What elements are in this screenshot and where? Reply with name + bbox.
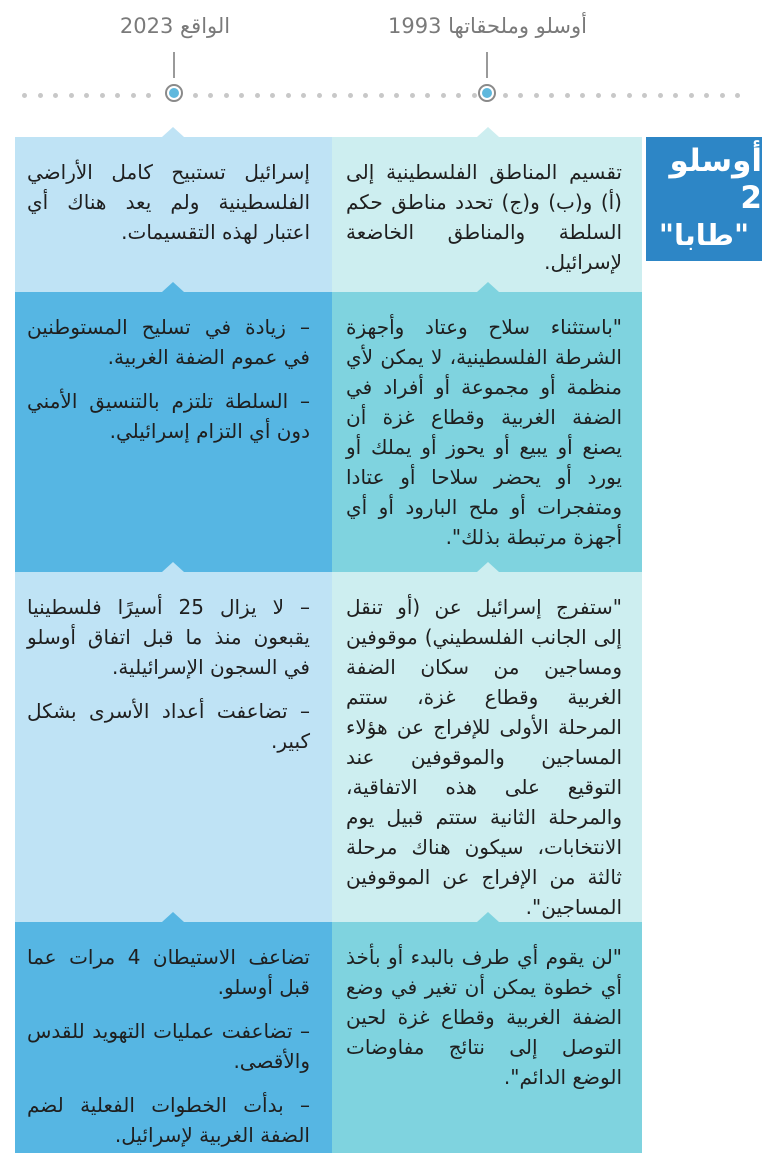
timeline-dot: [565, 93, 570, 98]
table-row: [15, 922, 642, 1153]
timeline-node-oslo: [478, 84, 496, 102]
timeline-dot: [394, 93, 399, 98]
cell-paragraph: – لا يزال 25 أسيرًا فلسطينيا يقبعون منذ ما قبل اتفاق أوسلو في السجون الإسرائيلية.: [27, 595, 310, 679]
timeline-dot: [611, 93, 616, 98]
cell-paragraph: "باستثناء سلاح وعتاد وأجهزة الشرطة الفلسطينية، لا يمكن لأي منظمة أو مجموعة أو أفراد في الضفة الغربية وقطاع غزة أن يصنع أو يبيع أو يحوز أو يملك أو يورد أو يحضر سلاحا أو عتادا ومتفجرات أو ملح البارود أو أي أجهزة مرتبطة بذلك".: [346, 315, 622, 549]
timeline-dot: [131, 93, 136, 98]
timeline-dot: [689, 93, 694, 98]
table-row: [15, 137, 642, 292]
column-title-reality: الواقع 2023: [119, 14, 231, 38]
cell-paragraph: تضاعف الاستيطان 4 مرات عما قبل أوسلو.: [27, 945, 310, 999]
oslo-cell: [332, 137, 642, 292]
timeline-dot: [193, 93, 198, 98]
cell-notch: [162, 127, 184, 137]
timeline-dot: [627, 93, 632, 98]
timeline-dot: [255, 93, 260, 98]
cell-paragraph: تقسيم المناطق الفلسطينية إلى (أ) و(ب) و(ج) تحدد مناطق حكم السلطة والمناطق الخاضعة لإسرائيل.: [346, 160, 622, 274]
timeline-dot: [363, 93, 368, 98]
timeline-dot: [720, 93, 725, 98]
timeline-dot: [735, 93, 740, 98]
cell-notch: [162, 282, 184, 292]
timeline-dot: [456, 93, 461, 98]
timeline-dot: [301, 93, 306, 98]
timeline-dot: [642, 93, 647, 98]
timeline-dot: [673, 93, 678, 98]
timeline-dot: [379, 93, 384, 98]
timeline-tick: [173, 52, 175, 78]
timeline-dot: [115, 93, 120, 98]
timeline-dot: [658, 93, 663, 98]
cell-paragraph: – السلطة تلتزم بالتنسيق الأمني دون أي التزام إسرائيلي.: [27, 389, 310, 443]
timeline-dot: [239, 93, 244, 98]
timeline-dot: [286, 93, 291, 98]
timeline-dot: [146, 93, 151, 98]
reality-cell: [15, 572, 332, 922]
reality-cell: [15, 137, 332, 292]
timeline-tick: [486, 52, 488, 78]
timeline-dot: [22, 93, 27, 98]
timeline-dot: [38, 93, 43, 98]
cell-paragraph: – تضاعفت أعداد الأسرى بشكل كبير.: [27, 699, 310, 753]
timeline-dot: [224, 93, 229, 98]
table-row: [15, 292, 642, 572]
timeline-dot: [441, 93, 446, 98]
reality-cell: [15, 292, 332, 572]
cell-paragraph: "لن يقوم أي طرف بالبدء أو بأخذ أي خطوة يمكن أن تغير في وضع الضفة الغربية وقطاع غزة لحين التوصل إلى نتائج مفاوضات الوضع الدائم".: [346, 945, 622, 1089]
cell-notch: [477, 912, 499, 922]
reality-cell: [15, 922, 332, 1153]
timeline-dot: [348, 93, 353, 98]
cell-paragraph: إسرائيل تستبيح كامل الأراضي الفلسطينية ولم يعد هناك أي اعتبار لهذه التقسيمات.: [27, 160, 310, 244]
timeline-dot: [518, 93, 523, 98]
cell-notch: [477, 282, 499, 292]
label-line-2: "طابا": [658, 218, 750, 253]
timeline-dot: [84, 93, 89, 98]
cell-paragraph: "ستفرج إسرائيل عن (أو تنقل إلى الجانب الفلسطيني) موقوفين ومساجين من سكان الضفة الغربية وقطاع غزة، ستتم المرحلة الأولى للإفراج عن هؤلاء المساجين والموقوفين عند التوقيع على هذه الاتفاقية، والمرحلة الثانية ستتم قبيل يوم الانتخابات، سيكون هناك مرحلة ثالثة من الإفراج عن الموقوفين المساجين".: [346, 595, 622, 919]
cell-notch: [477, 127, 499, 137]
timeline-dot: [270, 93, 275, 98]
table-row: [15, 572, 642, 922]
timeline-dot: [596, 93, 601, 98]
oslo-cell: [332, 572, 642, 922]
oslo-cell: [332, 922, 642, 1153]
timeline-dot: [472, 93, 477, 98]
cell-paragraph: – تضاعفت عمليات التهويد للقدس والأقصى.: [27, 1019, 310, 1073]
cell-notch: [162, 912, 184, 922]
timeline-dot: [208, 93, 213, 98]
timeline-dot: [53, 93, 58, 98]
timeline-dot: [69, 93, 74, 98]
row-label-oslo2-taba: [646, 137, 762, 261]
label-line-1: أوسلو 2: [669, 142, 762, 217]
timeline-dot: [503, 93, 508, 98]
timeline-dot: [317, 93, 322, 98]
timeline-dot: [410, 93, 415, 98]
timeline-dot: [704, 93, 709, 98]
cell-paragraph: – بدأت الخطوات الفعلية لضم الضفة الغربية لإسرائيل.: [27, 1093, 310, 1147]
timeline-dot: [100, 93, 105, 98]
timeline-dot: [549, 93, 554, 98]
timeline-dot: [534, 93, 539, 98]
timeline-dot: [425, 93, 430, 98]
column-title-oslo: أوسلو وملحقاتها 1993: [387, 14, 588, 38]
cell-notch: [477, 562, 499, 572]
timeline-dot: [332, 93, 337, 98]
timeline-dot: [580, 93, 585, 98]
timeline-node-reality: [165, 84, 183, 102]
cell-paragraph: – زيادة في تسليح المستوطنين في عموم الضفة الغربية.: [27, 315, 310, 369]
cell-notch: [162, 562, 184, 572]
oslo-cell: [332, 292, 642, 572]
